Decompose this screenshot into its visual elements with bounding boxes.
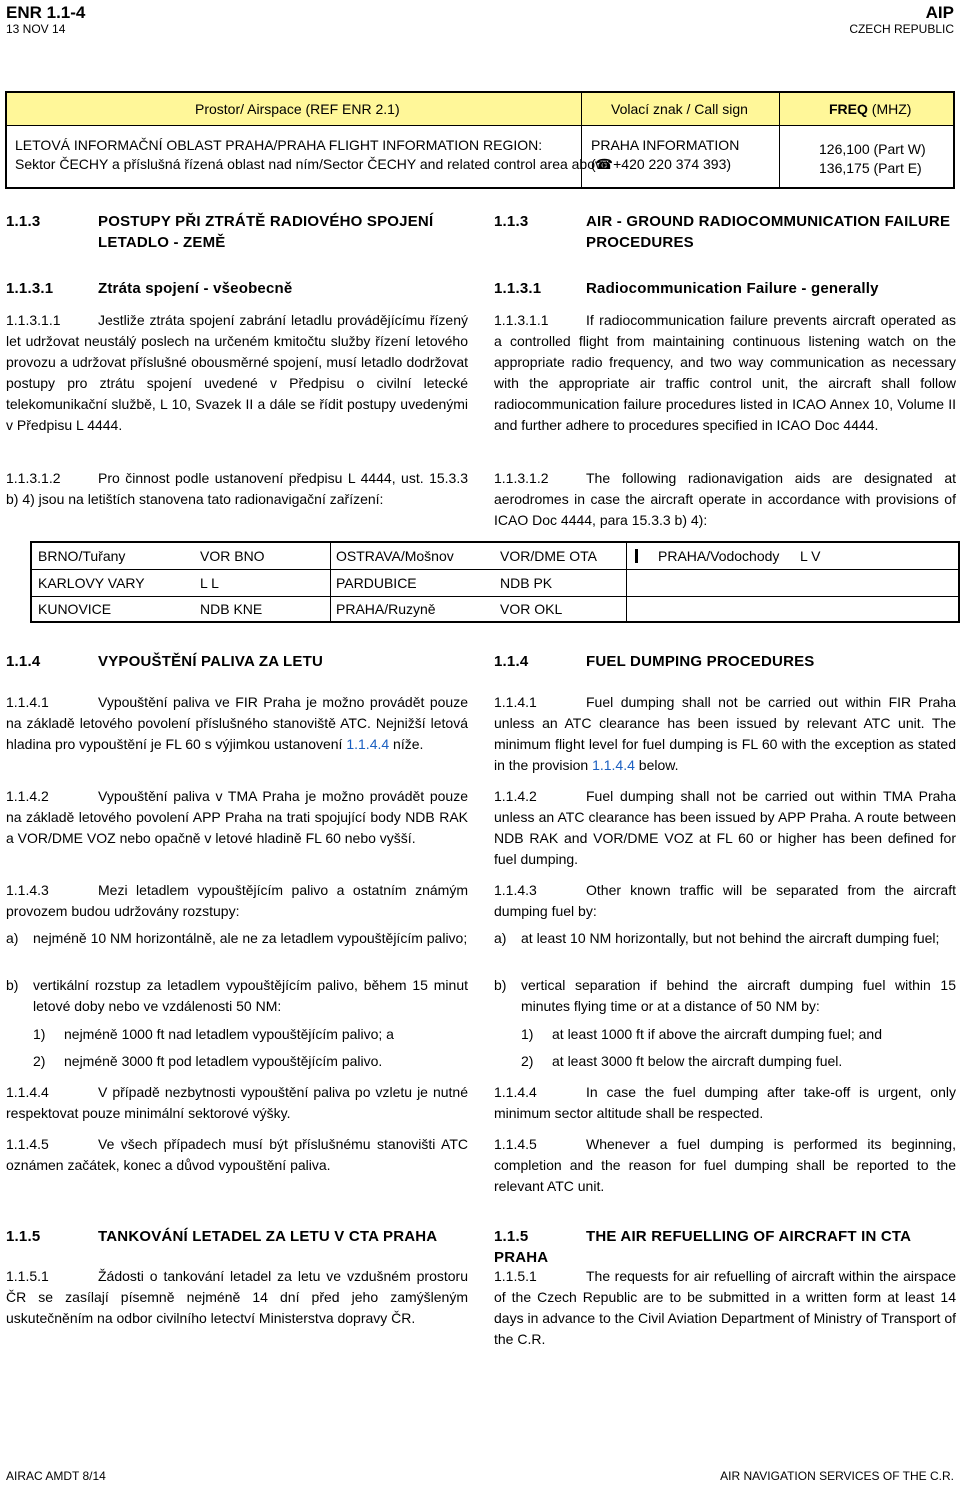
callsign-column-header: Volací znak / Call sign xyxy=(611,101,748,117)
navaid-place: PRAHA/Vodochody xyxy=(658,548,780,564)
list-item-en: at least 3000 ft below the aircraft dumping fuel. xyxy=(552,1053,843,1069)
paragraph-number: 1.1.4.4 xyxy=(494,1084,537,1100)
navaid-aid: NDB PK xyxy=(500,575,553,591)
paragraph-number: 1.1.3.1.1 xyxy=(494,312,549,328)
airspace-column-header: Prostor/ Airspace (REF ENR 2.1) xyxy=(195,101,400,117)
page-number: ENR 1.1-4 xyxy=(6,3,86,22)
paragraph-en xyxy=(494,1266,956,1350)
navaid-table xyxy=(30,541,960,623)
paragraph-text: In case the fuel dumping after take-off is urgent, only minimum sector altitude shall be respected. xyxy=(494,1084,956,1121)
paragraph-text: Jestliže ztráta spojení zabrání letadlu provádějícímu řízený let udržovat neustálý poslech na určeném kmitočtu služby řízení letového provozu a udržovat příslušné obousměrné spojení, musí letadlo dodržovat postupy pro ztrátu spojení uvedené v Předpisu o civilní letecké telekomunikační službě, L 10, Svazek II a dále se řídit postupy uvedenými v Předpisu L 4444. xyxy=(6,312,468,433)
page-header-right xyxy=(849,4,954,36)
section-title-cz-cont: LETADLO - ZEMĚ xyxy=(98,234,226,251)
publisher-label: AIR NAVIGATION SERVICES OF THE C.R. xyxy=(720,1469,954,1483)
table-divider xyxy=(779,93,780,187)
list-marker: a) xyxy=(494,930,507,946)
paragraph-text: Other known traffic will be separated from the aircraft dumping fuel by: xyxy=(494,882,956,919)
navaid-aid: VOR BNO xyxy=(200,548,265,564)
country-name: CZECH REPUBLIC xyxy=(849,22,954,36)
paragraph-text: Vypouštění paliva ve FIR Praha je možno provádět pouze na základě letového povolení příslušného stanoviště ATC. Nejnižší letová hladina pro vypouštění je FL 60 s výjimkou ustanovení xyxy=(6,694,468,752)
section-number: 1.1.5 xyxy=(6,1228,41,1245)
section-heading-en xyxy=(494,1226,960,1268)
column-divider xyxy=(330,543,331,621)
list-item-cz: nejméně 3000 ft pod letadlem vypouštějícím palivo. xyxy=(64,1053,383,1069)
section-title-cz: TANKOVÁNÍ LETADEL ZA LETU V CTA PRAHA xyxy=(98,1228,438,1245)
paragraph-cz xyxy=(6,692,468,755)
column-divider xyxy=(626,543,627,621)
list-marker: b) xyxy=(494,977,507,993)
navaid-aid: L L xyxy=(200,575,219,591)
section-title-en: AIR - GROUND RADIOCOMMUNICATION FAILURE xyxy=(586,213,951,230)
paragraph-cz xyxy=(6,468,468,510)
paragraph-text: níže. xyxy=(389,736,424,752)
paragraph-number: 1.1.5.1 xyxy=(494,1268,537,1284)
airspace-table-header xyxy=(7,93,953,126)
callsign-value: PRAHA INFORMATION xyxy=(591,137,740,153)
paragraph-en xyxy=(494,786,956,870)
list-item-cz: nejméně 1000 ft nad letadlem vypouštějícím palivo; a xyxy=(64,1026,394,1042)
paragraph-en xyxy=(494,1134,956,1197)
freq-unit: (MHZ) xyxy=(867,101,912,117)
list-item-cz: nejméně 10 NM horizontálně, ale ne za letadlem vypouštějícím palivo; xyxy=(33,930,468,946)
airspace-table xyxy=(5,91,955,189)
navaid-place: KARLOVY VARY xyxy=(38,575,145,591)
section-title-cz: POSTUPY PŘI ZTRÁTĚ RADIOVÉHO SPOJENÍ xyxy=(98,213,434,230)
paragraph-text: The following radionavigation aids are designated at aerodromes in case the aircraft operate in accordance with provisions of ICAO Doc 4444, para 15.3.3 b) 4): xyxy=(494,470,956,528)
amendment-label: AIRAC AMDT 8/14 xyxy=(6,1469,106,1483)
list-marker: b) xyxy=(6,977,19,993)
airspace-name-line1: LETOVÁ INFORMAČNÍ OBLAST PRAHA/PRAHA FLIGHT INFORMATION REGION: xyxy=(15,137,543,153)
paragraph-text: Ve všech případech musí být příslušnému stanovišti ATC oznámen začátek, konec a důvod vypouštění paliva. xyxy=(6,1136,468,1173)
section-number: 1.1.5 xyxy=(494,1228,529,1245)
navaid-place: KUNOVICE xyxy=(38,601,112,617)
section-heading-cz xyxy=(6,651,323,672)
section-heading-cz xyxy=(6,1226,437,1247)
paragraph-en xyxy=(494,692,956,776)
section-number: 1.1.3 xyxy=(494,213,529,230)
navaid-place: BRNO/Tuřany xyxy=(38,548,126,564)
paragraph-text: below. xyxy=(634,757,679,773)
paragraph-number: 1.1.4.5 xyxy=(6,1136,49,1152)
navaid-place: PRAHA/Ruzyně xyxy=(336,601,436,617)
phone-number: (☎+420 220 374 393) xyxy=(591,156,732,172)
paragraph-number: 1.1.4.3 xyxy=(494,882,537,898)
row-divider xyxy=(32,596,958,597)
paragraph-text: Fuel dumping shall not be carried out within FIR Praha unless an ATC clearance has been issued by relevant ATC unit. The minimum flight level for fuel dumping is FL 60 with the exception as stated in the provision xyxy=(494,694,956,773)
freq-column-header xyxy=(829,101,911,117)
list-item-en: at least 1000 ft if above the aircraft dumping fuel; and xyxy=(552,1026,882,1042)
paragraph-cz xyxy=(6,786,468,849)
change-bar xyxy=(635,549,638,563)
list-item-cz: vertikální rozstup za letadlem vypouštějícím palivo, během 15 minut letové doby nebo ve vzdálenosti 50 NM: xyxy=(33,977,468,1014)
paragraph-number: 1.1.4.2 xyxy=(494,788,537,804)
navaid-aid: VOR OKL xyxy=(500,601,563,617)
page-date: 13 NOV 14 xyxy=(6,22,66,36)
navaid-aid: VOR/DME OTA xyxy=(500,548,597,564)
subsection-title-en: Radiocommunication Failure - generally xyxy=(586,280,879,297)
row-divider xyxy=(32,569,958,570)
paragraph-en xyxy=(494,468,956,531)
cross-reference-link[interactable]: 1.1.4.4 xyxy=(592,757,635,773)
section-number: 1.1.4 xyxy=(6,653,41,670)
paragraph-text: Vypouštění paliva v TMA Praha je možno provádět pouze na základě letového povolení APP Praha na trati spojující body NDB RAK a VOR/DME VOZ nebo opačně v letové hladině FL 60 nebo vyšší. xyxy=(6,788,468,846)
list-marker: 2) xyxy=(33,1053,46,1069)
section-title-en: THE AIR REFUELLING OF AIRCRAFT IN CTA PRAHA xyxy=(494,1228,911,1266)
section-number: 1.1.3 xyxy=(6,213,41,230)
cross-reference-link[interactable]: 1.1.4.4 xyxy=(346,736,390,752)
paragraph-text: If radiocommunication failure prevents aircraft operated as a controlled flight from maintaining continuous listening watch on the appropriate radio frequency, and two way communication as necessary with the appropriate air traffic control unit, the aircraft shall follow radiocommunication failure procedures listed in ICAO Annex 10, Volume II and further adhere to procedures specified in ICAO Doc 4444. xyxy=(494,312,956,433)
section-heading-cz xyxy=(6,211,476,253)
subsection-heading-cz xyxy=(6,278,292,299)
paragraph-cz xyxy=(6,1082,468,1124)
navaid-place: OSTRAVA/Mošnov xyxy=(336,548,454,564)
publication-title: AIP xyxy=(925,3,954,22)
list-marker: 1) xyxy=(33,1026,46,1042)
section-heading-en xyxy=(494,651,815,672)
paragraph-number: 1.1.3.1.2 xyxy=(6,470,61,486)
paragraph-cz xyxy=(6,1134,468,1176)
freq-label: FREQ xyxy=(829,101,868,117)
paragraph-number: 1.1.4.4 xyxy=(6,1084,49,1100)
paragraph-en xyxy=(494,1082,956,1124)
paragraph-text: Whenever a fuel dumping is performed its beginning, completion and the reason for fuel dumping shall be reported to the relevant ATC unit. xyxy=(494,1136,956,1194)
paragraph-text: The requests for air refuelling of aircraft within the airspace of the Czech Republic are to be submitted in a written form at least 14 days in advance to the Civil Aviation Department of Ministry of Transport of the C.R. xyxy=(494,1268,956,1347)
paragraph-en xyxy=(494,880,956,922)
navaid-aid: L V xyxy=(800,548,821,564)
subsection-number: 1.1.3.1 xyxy=(6,280,54,297)
subsection-heading-en xyxy=(494,278,879,299)
paragraph-number: 1.1.3.1.2 xyxy=(494,470,549,486)
list-item-en: at least 10 NM horizontally, but not behind the aircraft dumping fuel; xyxy=(521,930,940,946)
section-title-en: FUEL DUMPING PROCEDURES xyxy=(586,653,815,670)
paragraph-text: V případě nezbytnosti vypouštění paliva po vzletu je nutné respektovat pouze minimální sektorové výšky. xyxy=(6,1084,468,1121)
page-header-left xyxy=(6,4,85,36)
paragraph-number: 1.1.4.3 xyxy=(6,882,49,898)
section-title-cz: VYPOUŠTĚNÍ PALIVA ZA LETU xyxy=(98,653,324,670)
paragraph-text: Pro činnost podle ustanovení předpisu L 4444, ust. 15.3.3 b) 4) jsou na letištích stanovena tato radionavigační zařízení: xyxy=(6,470,468,507)
section-number: 1.1.4 xyxy=(494,653,529,670)
paragraph-cz xyxy=(6,310,468,436)
paragraph-number: 1.1.4.1 xyxy=(494,694,537,710)
navaid-place: PARDUBICE xyxy=(336,575,417,591)
list-marker: a) xyxy=(6,930,19,946)
subsection-title-cz: Ztráta spojení - všeobecně xyxy=(98,280,293,297)
freq-east: 136,175 (Part E) xyxy=(819,160,922,176)
paragraph-text: Fuel dumping shall not be carried out within TMA Praha unless an ATC clearance has been issued by APP Praha. A route between NDB RAK and VOR/DME VOZ at FL 60 or higher has been defined for fuel dumping. xyxy=(494,788,956,867)
list-marker: 2) xyxy=(521,1053,534,1069)
paragraph-number: 1.1.5.1 xyxy=(6,1268,49,1284)
section-title-en-cont: PROCEDURES xyxy=(586,234,694,251)
paragraph-cz xyxy=(6,1266,468,1329)
paragraph-number: 1.1.3.1.1 xyxy=(6,312,61,328)
freq-west: 126,100 (Part W) xyxy=(819,141,926,157)
navaid-aid: NDB KNE xyxy=(200,601,263,617)
paragraph-number: 1.1.4.5 xyxy=(494,1136,537,1152)
paragraph-number: 1.1.4.2 xyxy=(6,788,49,804)
paragraph-en xyxy=(494,310,956,436)
subsection-number: 1.1.3.1 xyxy=(494,280,542,297)
section-heading-en xyxy=(494,211,954,253)
paragraph-text: Žádosti o tankování letadel za letu ve vzdušném prostoru ČR se zasílají písemně nejméně 14 dní před jeho zamýšleným uskutečněním na odbor civilního letectví Ministerstva dopravy ČR. xyxy=(6,1268,468,1326)
list-marker: 1) xyxy=(521,1026,534,1042)
paragraph-number: 1.1.4.1 xyxy=(6,694,49,710)
paragraph-text: Mezi letadlem vypouštějícím palivo a ostatním známým provozem budou udržovány rozstupy: xyxy=(6,882,468,919)
airspace-name-line2: Sektor ČECHY a příslušná řízená oblast nad ním/Sector ČECHY and related control area above xyxy=(15,156,610,172)
paragraph-cz xyxy=(6,880,468,922)
list-item-en: vertical separation if behind the aircraft dumping fuel within 15 minutes flying time or at a distance of 50 NM by: xyxy=(521,977,956,1014)
